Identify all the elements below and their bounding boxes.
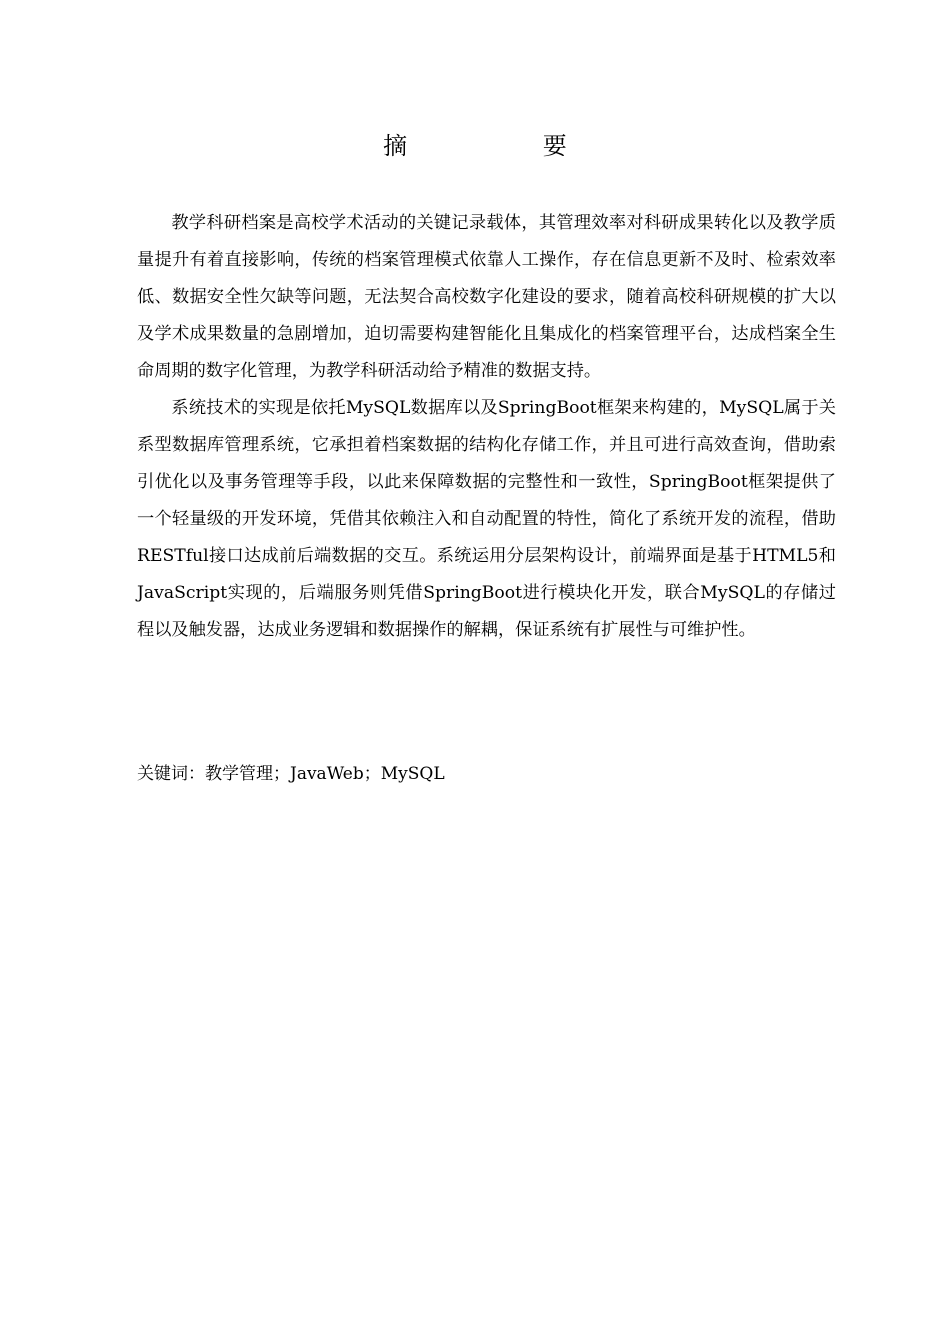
keywords-line xyxy=(137,757,836,791)
abstract-paragraph-2: 系统技术的实现是依托MySQL数据库以及SpringBoot框架来构建的，MySQL属于关系型数据库管理系统，它承担着档案数据的结构化存储工作，并且可进行高效查询，借助索引优化以及事务管理等手段，以此来保障数据的完整性和一致性，SpringBoot框架提供了一个轻量级的开发环境，凭借其依赖注入和自动配置的特性，简化了系统开发的流程，借助RESTful接口达成前后端数据的交互。系统运用分层架构设计，前端界面是基于HTML5和JavaScript实现的，后端服务则凭借SpringBoot进行模块化开发，联合MySQL的存储过程以及触发器，达成业务逻辑和数据操作的解耦，保证系统有扩展性与可维护性。 xyxy=(137,398,836,640)
keywords-value: 教学管理；JavaWeb；MySQL xyxy=(205,764,445,784)
abstract-body xyxy=(137,205,836,649)
abstract-paragraph-1: 教学科研档案是高校学术活动的关键记录载体，其管理效率对科研成果转化以及教学质量提升有着直接影响，传统的档案管理模式依靠人工操作，存在信息更新不及时、检索效率低、数据安全性欠缺等问题，无法契合高校数字化建设的要求，随着高校科研规模的扩大以及学术成果数量的急剧增加，迫切需要构建智能化且集成化的档案管理平台，达成档案全生命周期的数字化管理，为教学科研活动给予精准的数据支持。 xyxy=(137,213,836,381)
keywords-label: 关键词： xyxy=(137,764,205,784)
page-title: 摘 要 xyxy=(383,132,631,160)
